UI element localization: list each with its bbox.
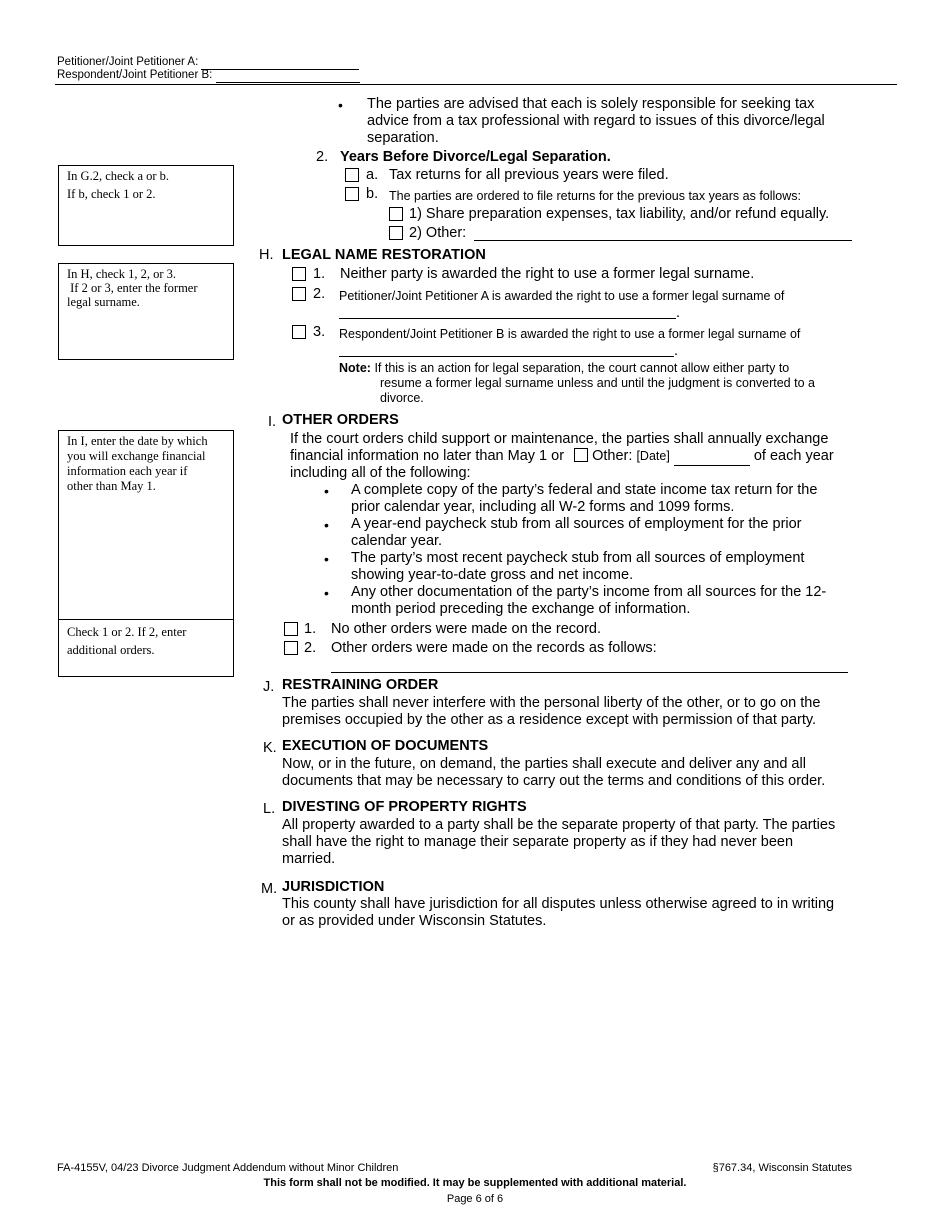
note-line: information each year if (67, 464, 188, 478)
section-i-letter: I. (268, 414, 277, 430)
section-k-letter: K. (263, 740, 277, 756)
g2b1-checkbox[interactable] (389, 207, 403, 223)
note-box-i-check (58, 619, 234, 677)
text-line: A year-end paycheck stub from all sources of employment for the prior (351, 516, 802, 532)
g2b-text: The parties are ordered to file returns for the previous tax years as follows: (389, 189, 801, 203)
i-date-field[interactable] (674, 448, 750, 466)
i-date-placeholder: [Date] (636, 449, 670, 463)
i-intro-text-end: of each year (753, 448, 834, 464)
text-line: prior calendar year, including all W-2 forms and 1099 forms. (351, 499, 735, 515)
note-line: If 2 or 3, enter the former (67, 281, 198, 295)
note-line: divorce. (380, 391, 424, 405)
i1-number: 1. (304, 621, 317, 637)
section-m-title: JURISDICTION (282, 879, 385, 895)
tax-advice-text (367, 96, 825, 147)
i-bullet-4 (351, 584, 826, 618)
i1-checkbox[interactable] (284, 622, 298, 638)
header-divider (55, 84, 897, 85)
h2-number: 2. (313, 286, 326, 302)
bullet-icon: • (324, 517, 329, 533)
g2b-label: b. (366, 186, 379, 202)
h2-checkbox[interactable] (292, 287, 306, 303)
h3-checkbox[interactable] (292, 325, 306, 341)
g2-title: Years Before Divorce/Legal Separation. (340, 149, 611, 165)
text-line: premises occupied by the other as a residence except with permission of that party. (282, 712, 817, 728)
text-line: All property awarded to a party shall be the separate property of that party. The parties (282, 817, 836, 833)
i1-text: No other orders were made on the record. (331, 621, 601, 637)
note-label: Note: (339, 361, 371, 375)
i-intro-line-1: If the court orders child support or maintenance, the parties shall annually exchange (290, 431, 829, 447)
text-line: Any other documentation of the party’s income from all sources for the 12- (351, 584, 827, 600)
respondent-name-field[interactable] (216, 69, 360, 83)
petitioner-name-field[interactable] (201, 56, 359, 70)
i-bullet-2 (351, 516, 802, 550)
text-line: showing year-to-date gross and net income. (351, 567, 634, 583)
bullet-icon: • (324, 551, 329, 567)
g2b2-checkbox[interactable] (389, 226, 403, 242)
text-line: The party’s most recent paycheck stub from all sources of employment (351, 550, 805, 566)
note-box-i (58, 430, 234, 620)
section-l-title: DIVESTING OF PROPERTY RIGHTS (282, 799, 527, 815)
section-l-letter: L. (263, 801, 276, 817)
text-line: or as provided under Wisconsin Statutes. (282, 913, 547, 929)
text-line: The parties are advised that each is solely responsible for seeking tax (367, 96, 815, 112)
g2b2-text: 2) Other: (409, 225, 467, 241)
h1-text: Neither party is awarded the right to use a former legal surname. (340, 266, 755, 282)
h3-surname-field[interactable] (339, 356, 674, 357)
i-bullet-1 (351, 482, 817, 516)
text-line: shall have the right to manage their separate property as if they had never been (282, 834, 794, 850)
section-h-title: LEGAL NAME RESTORATION (282, 247, 486, 263)
bullet-icon: • (338, 97, 343, 113)
i-other-label: Other: (592, 448, 633, 464)
i2-checkbox[interactable] (284, 641, 298, 657)
i2-other-orders-field[interactable] (331, 672, 848, 673)
g2b1-text: 1) Share preparation expenses, tax liability, and/or refund equally. (409, 206, 830, 222)
respondent-line (57, 69, 360, 83)
g2a-text: Tax returns for all previous years were filed. (389, 167, 669, 183)
i-intro-text: financial information no later than May 1 or (290, 448, 565, 464)
note-box-h (58, 263, 234, 360)
h1-number: 1. (313, 266, 326, 282)
note-line: In I, enter the date by which (67, 434, 208, 448)
h2-text: Petitioner/Joint Petitioner A is awarded the right to use a former legal surname of (339, 289, 785, 303)
note-line: other than May 1. (67, 479, 156, 493)
respondent-label: Respondent/Joint Petitioner B: (57, 69, 213, 81)
section-j-title: RESTRAINING ORDER (282, 677, 439, 693)
note-box-g2 (58, 165, 234, 246)
h2-period: . (676, 305, 681, 321)
note-line: Check 1 or 2. If 2, enter (67, 625, 187, 639)
text-line: A complete copy of the party’s federal and state income tax return for the (351, 482, 818, 498)
text-line: This county shall have jurisdiction for all disputes unless otherwise agreed to in writing (282, 896, 835, 912)
petitioner-label: Petitioner/Joint Petitioner A: (57, 56, 199, 68)
text-line: separation. (367, 130, 439, 146)
section-m-body (282, 896, 834, 930)
text-line: documents that may be necessary to carry out the terms and conditions of this order. (282, 773, 826, 789)
section-j-letter: J. (263, 679, 275, 695)
section-i-title: OTHER ORDERS (282, 412, 399, 428)
section-k-body (282, 756, 825, 790)
h3-period: . (674, 343, 679, 359)
g2a-label: a. (366, 167, 379, 183)
note-line: resume a former legal surname unless and until the judgment is converted to a (380, 376, 815, 390)
note-line: In G.2, check a or b. (67, 169, 170, 183)
text-line: calendar year. (351, 533, 443, 549)
text-line: advice from a tax professional with regard to issues of this divorce/legal (367, 113, 825, 129)
text-line: The parties shall never interfere with the personal liberty of the other, or to go on the (282, 695, 821, 711)
section-j-body (282, 695, 820, 729)
g2b2-other-field[interactable] (474, 240, 852, 241)
h-note (339, 361, 815, 406)
section-h-letter: H. (259, 247, 274, 263)
i-intro-line-2 (290, 448, 834, 466)
g2a-checkbox[interactable] (345, 168, 359, 184)
g2b-checkbox[interactable] (345, 187, 359, 203)
i-bullet-3 (351, 550, 804, 584)
note-line: legal surname. (67, 295, 140, 309)
h1-checkbox[interactable] (292, 267, 306, 283)
section-k-title: EXECUTION OF DOCUMENTS (282, 738, 489, 754)
note-line: additional orders. (67, 643, 155, 657)
note-line: In H, check 1, 2, or 3. (67, 267, 176, 281)
text-line: married. (282, 851, 336, 867)
g2-number: 2. (316, 149, 329, 165)
note-line: you will exchange financial (67, 449, 206, 463)
h3-text: Respondent/Joint Petitioner B is awarded the right to use a former legal surname of (339, 327, 801, 341)
i2-text: Other orders were made on the records as follows: (331, 640, 657, 656)
i-other-date-checkbox[interactable] (574, 448, 588, 462)
section-m-letter: M. (261, 881, 278, 897)
note-line: If b, check 1 or 2. (67, 187, 156, 201)
footer-notice: This form shall not be modified. It may be supplemented with additional material. (263, 1177, 687, 1189)
footer-statute: §767.34, Wisconsin Statutes (712, 1162, 852, 1174)
footer-form-id: FA-4155V, 04/23 Divorce Judgment Addendum without Minor Children (57, 1162, 399, 1174)
section-l-body (282, 817, 835, 868)
note-line: If this is an action for legal separation, the court cannot allow either party to (374, 361, 790, 375)
i2-number: 2. (304, 640, 317, 656)
bullet-icon: • (324, 483, 329, 499)
h2-surname-field[interactable] (339, 318, 676, 319)
bullet-icon: • (324, 585, 329, 601)
text-line: month period preceding the exchange of information. (351, 601, 691, 617)
h3-number: 3. (313, 324, 326, 340)
i-intro-line-3: including all of the following: (290, 465, 471, 481)
petitioner-line (57, 56, 359, 70)
footer-page-number: Page 6 of 6 (446, 1193, 504, 1205)
text-line: Now, or in the future, on demand, the parties shall execute and deliver any and all (282, 756, 806, 772)
